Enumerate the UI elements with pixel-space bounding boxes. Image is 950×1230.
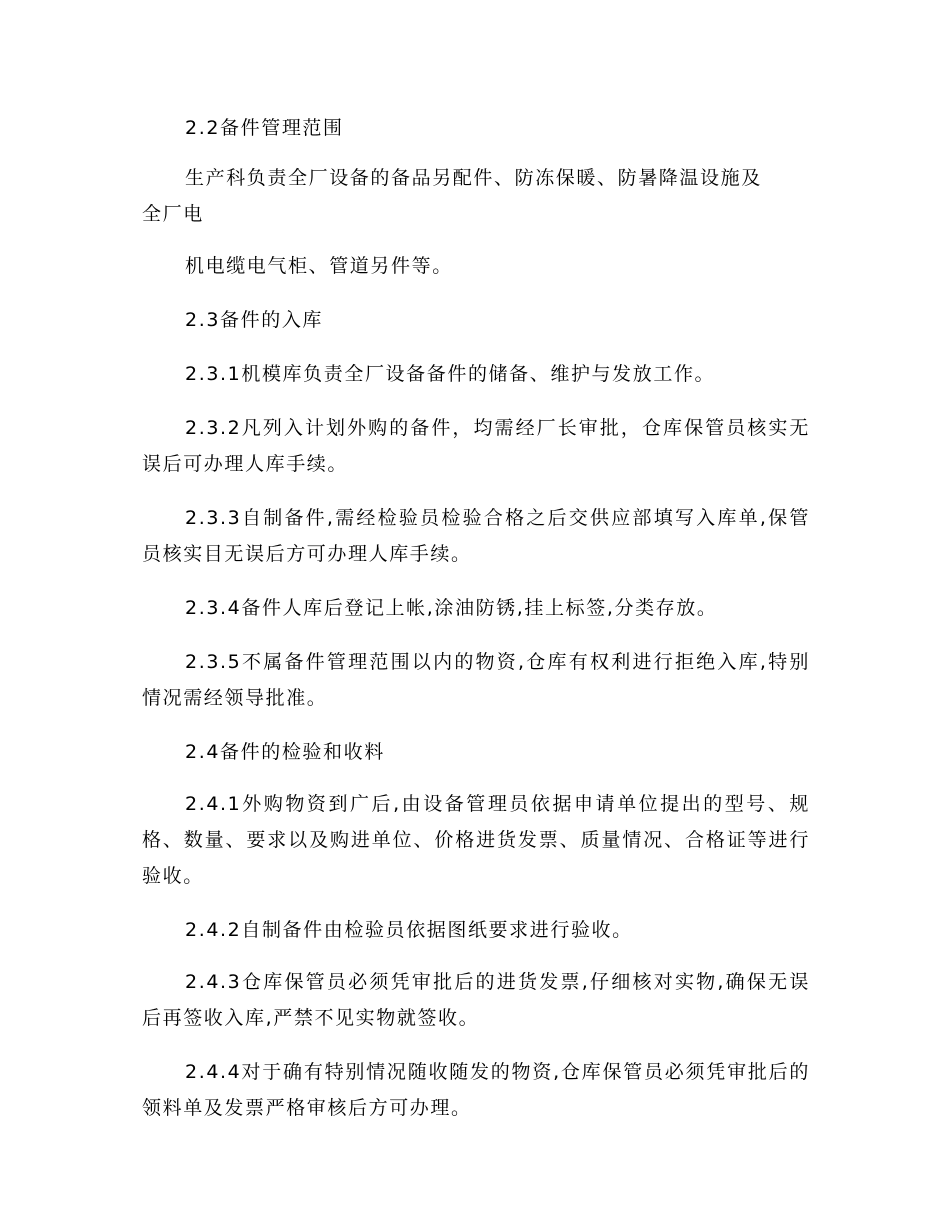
clause-2-3-3: 2.3.3自制备件,需经检验员检验合格之后交供应部填写入库单,保管员核实目无误后方可办理人库手续。 (142, 507, 810, 565)
clause-2-3-4: 2.3.4备件人库后登记上帐,涂油防锈,挂上标签,分类存放。 (185, 597, 718, 619)
section-heading-2-4: 2.4备件的检验和收料 (185, 741, 385, 763)
clause-2-4-1: 2.4.1外购物资到广后,由设备管理员依据申请单位提出的型号、规格、数量、要求以及购进单位、价格进货发票、质量情况、合格证等进行验收。 (142, 793, 810, 887)
paragraph-production-scope: 生产科负责全厂设备的备品另配件、防冻保暖、防暑降温设施及 (185, 167, 762, 189)
paragraph-cable-cabinet: 机电缆电气柜、管道另件等。 (185, 255, 453, 277)
clause-2-3-2: 2.3.2凡列入计划外购的备件，均需经厂长审批，仓库保管员核实无误后可办理人库手续。 (142, 417, 810, 475)
clause-2-4-3: 2.4.3仓库保管员必须凭审批后的进货发票,仔细核对实物,确保无误后再签收入库,严禁不见实物就签收。 (142, 971, 810, 1029)
section-heading-2-3: 2.3备件的入库 (185, 309, 324, 331)
clause-2-3-5: 2.3.5不属备件管理范围以内的物资,仓库有权利进行拒绝入库,特别情况需经领导批准。 (142, 651, 810, 709)
section-heading-2-2: 2.2备件管理范围 (185, 117, 344, 139)
clause-2-3-1: 2.3.1机模库负责全厂设备备件的储备、维护与发放工作。 (185, 363, 716, 385)
clause-2-4-2: 2.4.2自制备件由检验员依据图纸要求进行验收。 (185, 919, 633, 941)
clause-2-4-4: 2.4.4对于确有特别情况随收随发的物资,仓库保管员必须凭审批后的领料单及发票严格审核后方可办理。 (142, 1061, 810, 1119)
paragraph-line-fragment: 全厂电 (142, 203, 204, 225)
